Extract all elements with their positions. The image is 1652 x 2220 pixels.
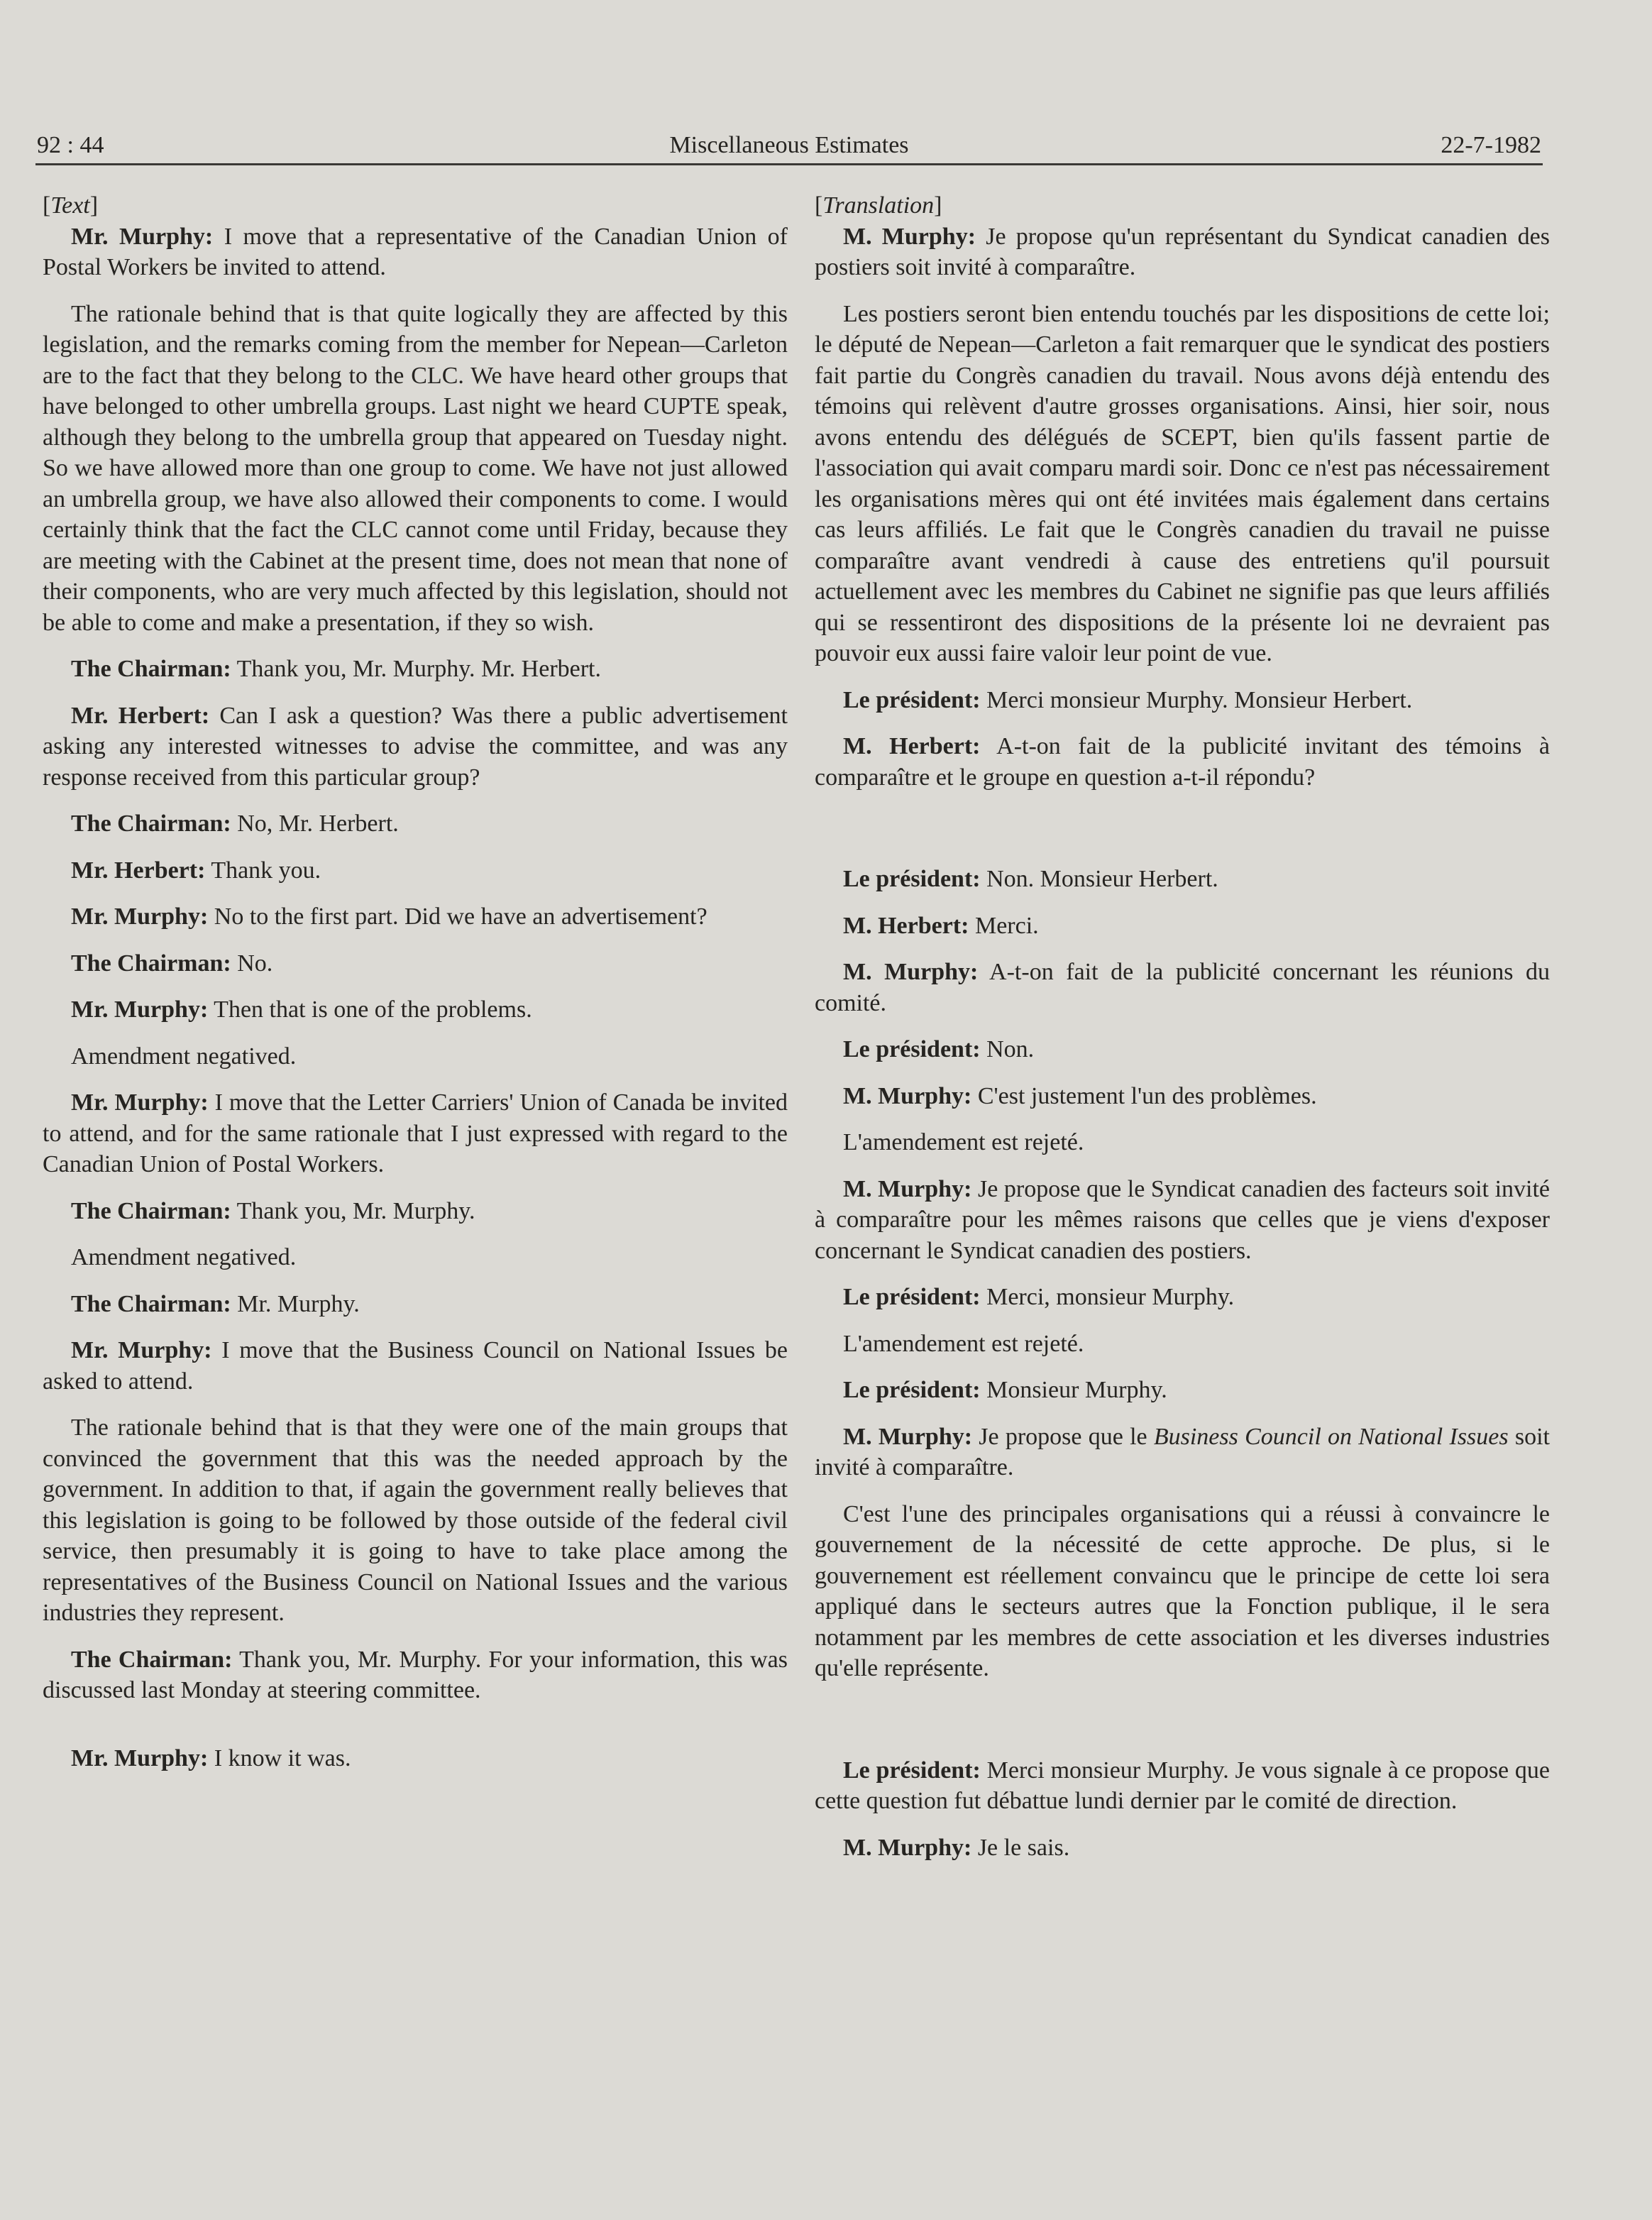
paragraph: Le président: Non. bbox=[843, 1036, 1035, 1062]
header-rule bbox=[35, 163, 1543, 165]
paragraph: The Chairman: Thank you, Mr. Murphy. For your information, this was discussed last Monday at steering committee. bbox=[43, 1646, 788, 1703]
paragraph: Mr. Murphy: No to the first part. Did we have an advertisement? bbox=[71, 903, 707, 930]
speaker-name: Le président: bbox=[843, 1757, 981, 1784]
paragraph: Le président: Non. Monsieur Herbert. bbox=[843, 866, 1218, 892]
speaker-name: Mr. Murphy: bbox=[71, 1744, 209, 1771]
speaker-name: Le président: bbox=[843, 1036, 981, 1062]
speaker-name: Mr. Murphy: bbox=[71, 903, 209, 930]
paragraph: Le président: Monsieur Murphy. bbox=[843, 1377, 1167, 1403]
paragraph: M. Murphy: Je propose que le Business Council on National Issues soit invité à comparaître. bbox=[815, 1423, 1550, 1480]
paragraph: Les postiers seront bien entendu touchés par les dispositions de cette loi; le député de Nepean—Carleton a fait remarquer que le syndicat des postiers fait partie du Congrès canadien du travail. Nous avons déjà entendu des témoins qui relèvent d'autre grosses organisations. Ainsi, hier soir, nous avons entendu des délégués de SCEPT, bien qu'ils fassent partie de l'association qui avait comparu mardi soir. Donc ce n'est pas nécessairement les organisations mères qui ont été invitées mais également dans certains cas leurs affiliés. Le fait que le Congrès canadien du travail ne puisse comparaître avant vendredi à cause des entretiens qu'il poursuit actuellement avec les membres du Cabinet ne signifie pas que leurs affiliés qui se ressentiront des dispositions de la présente loi ne devraient pas pouvoir eux aussi faire valoir leur point de vue. bbox=[815, 300, 1550, 666]
paragraph: M. Murphy: Je propose que le Syndicat canadien des facteurs soit invité à comparaître pour les mêmes raisons que celles que je viens d'exposer concernant le Syndicat canadien des postiers. bbox=[815, 1175, 1551, 1264]
page-folio: 92 : 44 bbox=[37, 132, 104, 158]
speaker-name: M. Murphy: bbox=[843, 1175, 972, 1202]
speaker-name: M. Murphy: bbox=[843, 959, 979, 985]
speaker-name: Le président: bbox=[843, 1284, 981, 1310]
paragraph: C'est l'une des principales organisations qui a réussi à convaincre le gouvernement de la nécessité de cette approche. De plus, si le gouvernement est réellement convaincu que le principe de cette loi sera appliqué dans le secteurs autres que la Fonction publique, il le sera notamment par les membres de cette association et les diverses industries qu'elle représente. bbox=[815, 1500, 1550, 1681]
paragraph: The rationale behind that is that quite logically they are affected by this legislation, and the remarks coming from the member for Nepean—Carleton are to the fact that they belong to the CLC. We have heard other groups that have belonged to other umbrella groups. Last night we heard CUPTE speak, although they belong to the umbrella group that appeared on Tuesday night. So we have allowed more than one group to come. We have not just allowed an umbrella group, we have also allowed their components to come. I would certainly think that the fact the CLC cannot come until Friday, because they are meeting with the Cabinet at the present time, does not mean that none of their components, who are very much affected by this legislation, should not be able to come and make a presentation, if they so wish. bbox=[43, 300, 788, 636]
speaker-name: M. Herbert: bbox=[843, 912, 969, 939]
paragraph: The Chairman: No, Mr. Herbert. bbox=[71, 810, 399, 837]
speaker-name: The Chairman: bbox=[71, 656, 231, 682]
speaker-name: The Chairman: bbox=[71, 810, 231, 837]
speaker-name: Mr. Herbert: bbox=[71, 857, 206, 884]
paragraph: M. Murphy: A-t-on fait de la publicité concernant les réunions du comité. bbox=[815, 959, 1550, 1016]
speaker-name: The Chairman: bbox=[71, 1646, 233, 1673]
speaker-name: M. Murphy: bbox=[843, 1834, 972, 1861]
paragraph: Le président: Merci monsieur Murphy. Je vous signale à ce propose que cette question fut débattue lundi dernier par le comité de direction. bbox=[815, 1757, 1551, 1814]
speaker-name: The Chairman: bbox=[71, 1290, 231, 1317]
paragraph: M. Murphy: Je propose qu'un représentant du Syndicat canadien des postiers soit invité à comparaître. bbox=[815, 223, 1550, 280]
speaker-name: Mr. Murphy: bbox=[71, 1337, 212, 1363]
paragraph: M. Herbert: Merci. bbox=[843, 912, 1039, 939]
speaker-name: Mr. Murphy: bbox=[71, 1089, 209, 1116]
speaker-name: Mr. Herbert: bbox=[71, 702, 210, 729]
section-tag: [Translation] bbox=[815, 192, 942, 219]
paragraph: L'amendement est rejeté. bbox=[843, 1129, 1084, 1155]
paragraph: Mr. Murphy: I move that the Business Council on National Issues be asked to attend. bbox=[43, 1337, 788, 1395]
header-date: 22-7-1982 bbox=[1441, 132, 1541, 158]
running-title: Miscellaneous Estimates bbox=[669, 132, 909, 158]
paragraph: M. Murphy: Je le sais. bbox=[843, 1834, 1070, 1861]
section-tag: [Text] bbox=[43, 192, 99, 219]
speaker-name: Le président: bbox=[843, 686, 981, 713]
english-column bbox=[43, 190, 788, 1774]
paragraph: The Chairman: Thank you, Mr. Murphy. Mr. Herbert. bbox=[71, 656, 602, 682]
paragraph: Mr. Murphy: I move that the Letter Carriers' Union of Canada be invited to attend, and for the same rationale that I just expressed with regard to the Canadian Union of Postal Workers. bbox=[43, 1089, 788, 1177]
speaker-name: Mr. Murphy: bbox=[71, 996, 209, 1023]
paragraph: M. Murphy: C'est justement l'un des problèmes. bbox=[843, 1082, 1317, 1109]
paragraph: The Chairman: Mr. Murphy. bbox=[71, 1290, 360, 1317]
speaker-name: Le président: bbox=[843, 1377, 981, 1403]
speaker-name: M. Murphy: bbox=[843, 223, 976, 250]
french-column bbox=[815, 190, 1550, 1863]
speaker-name: The Chairman: bbox=[71, 950, 231, 977]
paragraph: Mr. Herbert: Thank you. bbox=[71, 857, 321, 884]
paragraph: The Chairman: No. bbox=[71, 950, 273, 977]
speaker-name: M. Murphy: bbox=[843, 1082, 972, 1109]
paragraph: M. Herbert: A-t-on fait de la publicité invitant des témoins à comparaître et le groupe en question a-t-il répondu? bbox=[815, 733, 1550, 791]
paragraph: The Chairman: Thank you, Mr. Murphy. bbox=[71, 1197, 475, 1224]
paragraph: Mr. Murphy: Then that is one of the problems. bbox=[71, 996, 532, 1023]
paragraph: Mr. Murphy: I move that a representative of the Canadian Union of Postal Workers be invited to attend. bbox=[43, 223, 788, 280]
speaker-name: Mr. Murphy: bbox=[71, 223, 214, 250]
speaker-name: Le président: bbox=[843, 866, 981, 892]
paragraph: The rationale behind that is that they were one of the main groups that convinced the government that this was the needed approach by the government. In addition to that, if again the government really believes that this legislation is going to be followed by those outside of the federal civil service, then presumably it is going to have to take place among the representatives of the Business Council on National Issues and the various industries they represent. bbox=[43, 1414, 788, 1626]
italic-title: Business Council on National Issues bbox=[1153, 1423, 1509, 1450]
paragraph: Amendment negatived. bbox=[71, 1043, 297, 1070]
paragraph: Mr. Murphy: I know it was. bbox=[71, 1744, 351, 1771]
speaker-name: The Chairman: bbox=[71, 1197, 231, 1224]
paragraph: Mr. Herbert: Can I ask a question? Was there a public advertisement asking any interested witnesses to advise the committee, and was any response received from this particular group? bbox=[43, 702, 788, 791]
paragraph: Le président: Merci, monsieur Murphy. bbox=[843, 1284, 1235, 1310]
speaker-name: M. Murphy: bbox=[843, 1423, 973, 1450]
speaker-name: M. Herbert: bbox=[843, 733, 981, 759]
page-header bbox=[37, 128, 1541, 163]
paragraph: Le président: Merci monsieur Murphy. Monsieur Herbert. bbox=[843, 686, 1413, 713]
paragraph: L'amendement est rejeté. bbox=[843, 1330, 1084, 1357]
paragraph: Amendment negatived. bbox=[71, 1244, 297, 1270]
